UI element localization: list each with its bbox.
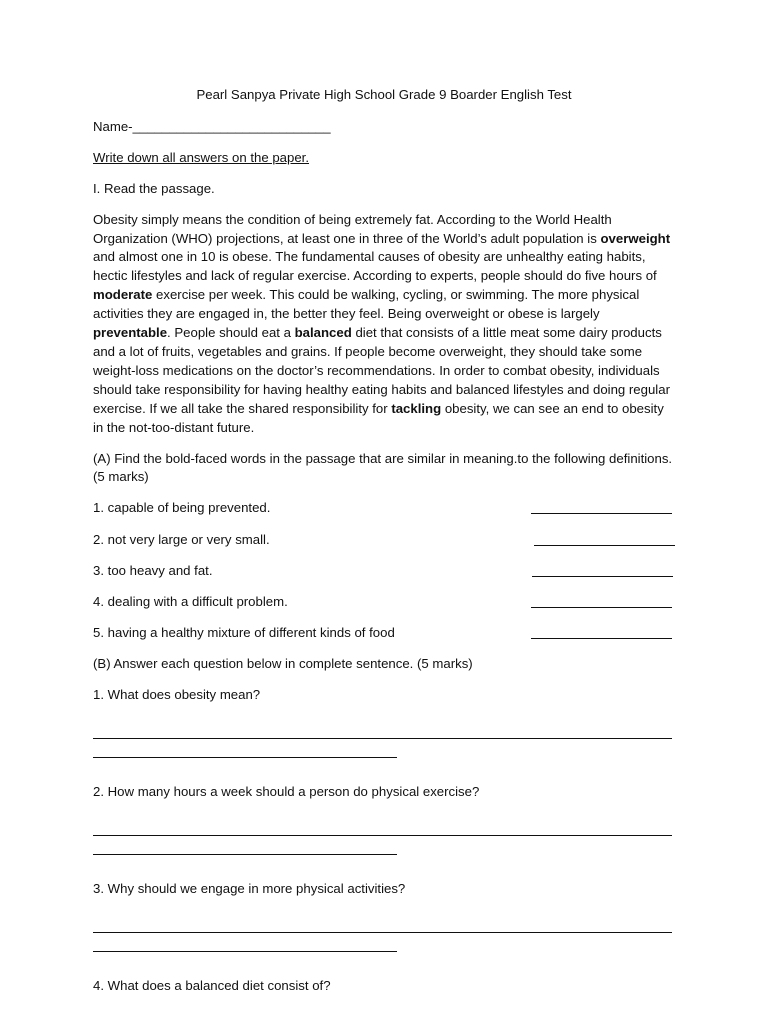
definition-item [93,562,675,581]
answer-line[interactable] [93,757,397,758]
passage-text: exercise per week. This could be walking, cycling, or swimming. The more physical activities they are engaged in, the better they feel. Being overweight or obese is largely [93,287,640,322]
bold-keyword: overweight [600,230,671,246]
instruction-text: Write down all answers on the paper. [93,149,310,165]
definition-list [93,499,675,643]
question-text: 3. Why should we engage in more physical activities? [93,880,406,896]
passage-text: and almost one in 10 is obese. The fundamental causes of obesity are unhealthy eating habits, hectic lifestyles and lack of regular exercise. According to experts, people should do five hours of [93,249,657,284]
definition-item [93,499,675,518]
part-a-instruction: (A) Find the bold-faced words in the passage that are similar in meaning.to the following definitions. (5 marks) [93,450,673,485]
definition-item [93,624,675,643]
part-b-instruction: (B) Answer each question below in complete sentence. (5 marks) [93,656,473,672]
answer-blank[interactable] [532,576,673,577]
definition-text: 5. having a healthy mixture of different kinds of food [93,625,395,641]
question-text: 1. What does obesity mean? [93,687,261,703]
answer-blank[interactable] [531,638,672,639]
answer-line[interactable] [93,835,672,836]
bold-keyword: tackling [391,400,442,416]
passage-text: diet that consists of a little meat some dairy products and a lot of fruits, vegetables and grains. If people become overweight, they should take some weight-loss medications on the doctor’s recommendations. In order to combat obesity, individuals should take responsibility for having healthy eating habits and balanced lifestyles and doing regular exercise. If we all take the shared responsibility for [93,325,670,416]
definition-item [93,593,675,612]
answer-lines[interactable] [93,818,675,856]
definition-item [93,531,675,550]
document-title: Pearl Sanpya Private High School Grade 9 Boarder English Test [196,87,572,102]
document-body [93,86,675,1012]
passage-text: . People should eat a [167,325,295,341]
definition-text: 3. too heavy and fat. [93,562,213,578]
answer-line[interactable] [93,932,672,933]
answer-line[interactable] [93,951,397,952]
section-heading: I. Read the passage. [93,180,215,196]
passage-text: Obesity simply means the condition of being extremely fat. According to the World Health Organization (WHO) projections, at least one in three of the World’s adult population is [93,211,612,246]
bold-keyword: preventable [93,325,168,341]
passage-text: obesity, we can see an end to obesity in the not-too-distant future. [93,400,664,435]
question-text: 2. How many hours a week should a person do physical exercise? [93,784,480,800]
question-text: 4. What does a balanced diet consist of? [93,977,331,993]
definition-text: 1. capable of being prevented. [93,500,271,516]
answer-blank[interactable] [531,513,672,514]
answer-blank[interactable] [534,545,675,546]
answer-blank[interactable] [531,607,672,608]
answer-line[interactable] [93,854,397,855]
answer-line[interactable] [93,738,672,739]
bold-keyword: balanced [294,325,352,341]
answer-lines[interactable] [93,721,675,759]
definition-text: 2. not very large or very small. [93,531,270,547]
definition-text: 4. dealing with a difficult problem. [93,593,288,609]
reading-passage [93,211,675,438]
answer-lines[interactable] [93,915,675,953]
bold-keyword: moderate [93,287,153,303]
name-field: Name-___________________________ [93,118,331,134]
